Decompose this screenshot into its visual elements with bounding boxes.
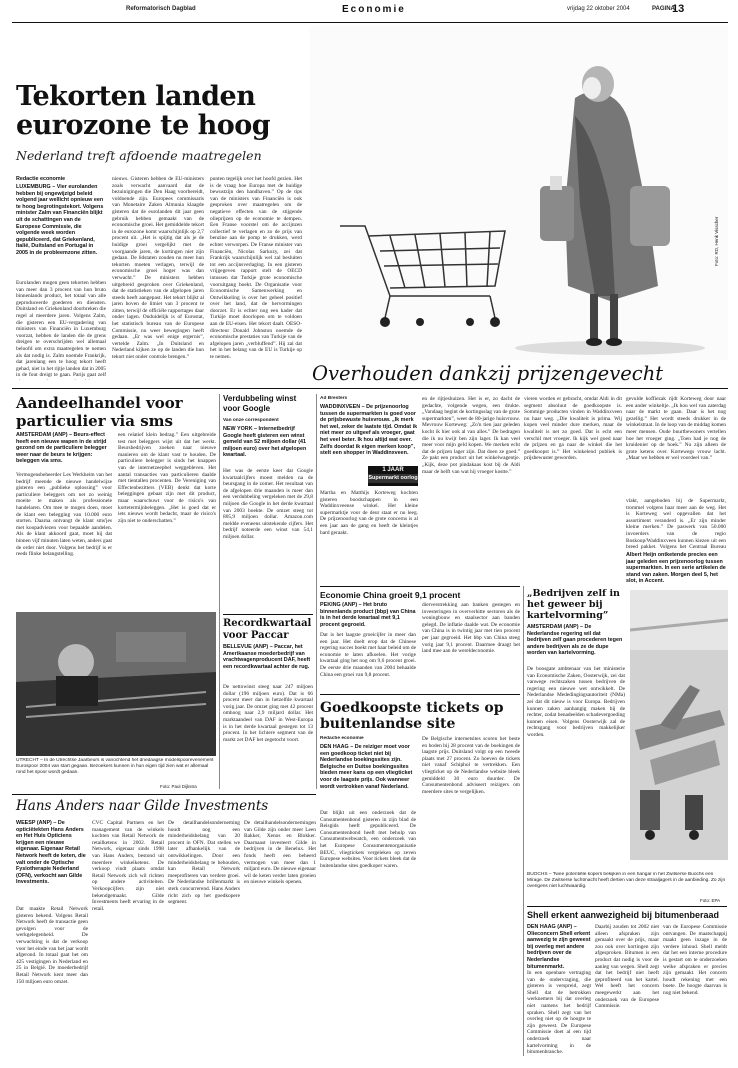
google-body: Het was de eerste keer dat Google kwartaalcijfers moest melden na de beursgang in de zomer. Het resultaat van de afgelopen drie maanden is meer dan een verdubbeling vergeleken met de 29,8 miljoen die Google in het derde kwartaal van 2003 boekte. De omzet steeg tot 805,9 miljoen dollar. Amazon.com meldde eveneens uitstekende cijfers. Het bedrijf noteerde een winst van 54,1 miljoen dollar. (223, 468, 313, 540)
issue-date: vrijdag 22 oktober 2004 (567, 6, 630, 12)
china-intro: PEKING (ANP) – Het bruto binnenlands product (bbp) van China is in het derde kwartaal met 9,1 procent gegroeid. (320, 602, 416, 628)
shopper-photo-credit: Foto: RD, Henk Visscher (714, 216, 719, 266)
badge-bottom: Supermarkt oorlog (368, 475, 418, 481)
feature-col1: Martha en Matthijs Korteweg kochten gisteren boodschappen in een Waddinxveense winkel. Het kleine supermarktje voor de deur staat er nu leeg. De prijzenoorlog van de grote concerns is al een jaar aan de gang en heeft de kleintjes hard geraakt. (320, 490, 418, 536)
shopper-photo (310, 26, 728, 360)
tickets-col2: De Belgische internetsites scoren het beste en boden bij 28 procent van de boekingen de laagste prijs. Duitsland volgt op een tweede plaats met 27 procent. Zo hoeven de tickets niet vanaf Schiphol te vertrekken. Een vliegticket op de Nederlandse website bleek gemiddeld 30 euro duurder. De Consumentenbond adviseert reizigers om meerdere sites te vergelijken. (422, 736, 520, 795)
paccar-rule (223, 614, 313, 615)
tickets-title: Goedkoopste tickets op buitenlandse site (320, 700, 504, 732)
mirage-illustration (630, 590, 728, 860)
shell-col1: In een openbare vertraging van de ondervraging, die gisteren is verspreid, zegt Shell dat de betrokken werknemers bij dat overleg niet namens het bedrijf spraken. Shell zegt van het overleg niet op de hoogte te zijn geweest. De Europese Commissie doet al een tijd onderzoek naar kartelvorming in de bitumenbranche. (527, 970, 591, 1056)
gilde-intro: WEESP (ANP) – De opticiëtekten Hans Anders en Het Huis Opticiens krijgen een nieuwe eigenaar. Eigenaar Retail Network heeft de keten, die valt onder de Optische Fysiotherapie Nederland (OFN), verkocht aan Gilde Investments. (16, 820, 86, 886)
feature-col3: vieren worden er gebracht, omdat Aldi in dit segment absoluut de goedkoopste is. Sommige producten vinden in Waddinxveen nu haar weg. „Die kwaliteit is prima. Wij kopen veel minder dure merken, maar de kwaliteit is net zo goed. Dat is echt een verschil met vroeger. Ik kijk wel goed naar de prijzen en ga naar de winkel die het goedkoopst is.” Het winkelend publiek is prijsbewuster geworden. (524, 396, 622, 462)
paccar-body: De nettowinst steeg naar 247 miljoen dollar (196 miljoen euro). Dat is 66 procent meer dan in hetzelfde kwartaal vorig jaar. De omzet ging met 42 procent omhoog naar 2,9 miljard dollar. Het marktaandeel van DAF in West-Europa is in het derde kwartaal gestegen tot 13 procent. In het lichtere segment van de markt zet DAF het zegetocht voort. (223, 684, 313, 743)
lead-title-line1: Tekorten landen (16, 81, 256, 112)
badge-top: 1 JAAR (382, 467, 404, 473)
gilde-col1: Dat maakte Retail Network gisteren bekend. Volgens Retail Network heeft de transactie geen gevolgen voor de werkgelegenheid. De verwachting is dat de verkoop voor het einde van het jaar wordt afgerond. In totaal gaat het om 425 vestigingen in Nederland en 25 in België. De moederbedrijf Retail Network kent meer dan 150 miljoen euro omzet. (16, 906, 88, 985)
lead-title (16, 82, 306, 140)
gilde-col3: De detailhandelsonderneming houdt nog een minderheidsbelang van 20 procent in OFN. Dat stellen we later afhankelijk van de ontwikkelingen. Door een minderheidsbelang te behouden, kan Retail Network meeprofiteren van verdere groei. De Nederlandse brillenmarkt is sterk concurrerend. Hans Anders richt zich op het goedkopere segment. (168, 820, 240, 906)
mirage-credit: Foto: EPA (700, 898, 721, 903)
google-intro: NEW YORK – Internetbedrijf Google heeft gisteren een winst gemeld van 52 miljoen dollar (41 miljoen euro) over het afgelopen kwartaal. (223, 426, 307, 459)
section-title: Economie (342, 4, 406, 15)
china-col2: dierverstrekking aan banken gestegen en investeringen in oververhitte sectoren als de woningbouw en staalsector aan banden gelegd. De inflatie daalde wat. De economie van China is in twintig jaar met tien procent per jaar gegroeid. Het bbp van China steeg vorig jaar 9,1 procent. Daarmee draagt het land mee aan de wereldeconomie. (422, 602, 520, 655)
shell-col3: van de Europese Commissie ontvangen. De maatschappij maakt geen inzage in de verdere inhoud. Shell meldt dat het een interne procedure is gestart om te onderzoeken welke afspraken er precies zijn gemaakt. Het concern houdt rekening met een boete. De hoogte daarvan is nog niet bekend. (663, 924, 727, 996)
lead-col3: punten tegelijk over het hoofd gezien. Het is de vraag hoe Europa met de huidige bewustzijn den handhaven.” Op de tips van de ministers van Financiën is ook gesproken over maatregelen om de negatieve effecten van de stijgende olieprijzen op de economie te dempen. Een Franse voorstel om de accijnzen collectief te verlagen en zo de prijs van benzine aan de pomp te drukken, werd echter verworpen. De Franse minister van Financiën, Nicolas Sarkozy, zei dat Frankrijk waarschijnlijk wel zal besluiten tot een accijnsverlaging. In een gisteren vrijgegeven rapport stelt de OECD intussen dat Turkije grote economische vooruitgang boekt. De Organisatie voor Economische Samenwerking en Ontwikkeling is over het geheel positief over het land, dat de hervormingen doorzet. Er is echter nog een kader dat Turkije moet doorlopen om te voldoen aan de EU-eisen. Het tekort daalt. OESO-directeur Donald Johnston noemde de economische prestaties van Turkije van de afgelopen jaren „verbluffend”. Hij zal dat het in het belang van de EU is Turkije op te nemen. (210, 176, 302, 361)
aandeelhandel-col2: een relatief klein bedrag.” Een uitgebreide test met beleggers wijst uit dat het werkt. Beursbedrijven zoeken naar nieuwe manieren om de klant vast te houden. De particuliere belegger is sinds het knappen van de internetzeepbel weggebleven. Het aantal transacties van particulieren daalde met tientallen procenten. De Vereniging van Effectenbezitters (VEB) denkt dat korte beleggingen gebaat zijn met dit product, maar waarschuwt voor de risico's van kortetermijnbeleggen. „Het is goed dat er iets nieuws wordt bedacht, maar de risico's zijn niet te onderschatten.” (118, 432, 216, 524)
mirage-photo (630, 590, 728, 860)
eurospoor-credit: Foto: Paul Dijkstra (160, 784, 197, 789)
shell-intro: DEN HAAG (ANP) – Olieconcern Shell erkent aanwezig te zijn geweest bij overleg met andere bedrijven over de Nederlandse bitumenmarkt. (527, 924, 591, 968)
mirage-caption: BUOCHS – Twee potentiële kopers bekijken in een hangar in het Zwitserse Buochs een Mirage. De Zwitserse luchtmacht heeft dertien van deze straaljagers in de aanbieding. Zo zijn overigens niet luchtwaardig. (527, 872, 726, 889)
kartel-body: De boosgate ambtenaar van het ministerie van Economische Zaken, Oosterwijk, zei dat vanwege rechtszaken tussen bedrijven de regering een nieuwe wet ontwikkelt. De Nederlandse Mededingingsautoriteit (NMa) zei dat dit nieuw is voor Europa. Bedrijven kunnen zaken aanhangig maken bij de rechter, zodat benadeelden schadevergoeding kunnen eisen. Volgens Oosterwijk zal de rechtsgang voor bedrijven makkelijker worden. (527, 666, 625, 738)
lead-byline: Redactie economie (16, 176, 66, 182)
aandeelhandel-intro: AMSTERDAM (ANP) – Beurs-effect heeft een nieuwe wapen in de strijd gezond om de particuliere belegger weer naar de beurs te krijgen: beleggen via sms. (16, 432, 107, 465)
aandeelhandel-col1: Vermogensbeheerder Les Werkheim van het bedrijf meende de nieuwe handelwijze gisteren een „publieke oplossing” voor particuliere beleggers om net zo weinig moeite te maken als professionele handelaren. Om mee te mogen doen, moet de klant een belegging van 10.000 euro storten. Daarna ontvangt de klant sms'jes met koopadviezen voor bepaalde aandelen. Als de klant akkoord gaat, moet hij dat binnen vijf minuten laten weten, anders gaat de order niet door. Volgens het bedrijf is er reeds flinke belangstelling. (16, 472, 112, 558)
china-rule (320, 586, 520, 587)
page-number: 13 (672, 3, 685, 15)
lead-intro: LUXEMBURG – Vier eurolanden hebben bij ongewijzigd beleid volgend jaar wellicht opnieuw een te hoog begrotingstekort. Volgens minister Zalm van Financiën blijkt uit de schattingen van de Europese Commissie, die volgende week worden gepubliceerd, dat Griekenland, Italië, Duitsland en Portugal in 2005 in de probleemzone zitten. (16, 184, 104, 256)
lead-col2: nieuws. Gisteren hebben de EU-ministers zoals verwacht aanvaard dat de bezuinigingen die Den Haag voorbereidt, voldoende zijn. Europees commissaris van Monetaire Zaken Almunia klaagde gisteren dat de eurolanden dit jaar geen gebruik hebben gemaakt van de economische groei. Het gemiddelde tekort in de eurozone komt waarschijnlijk op 2,7 procent uit. „Het is spijtig dat als je de huidige groei vergelijkt met de voorgaande jaren, de kortingen niet zijn gedaan. De lidstaten zouden nu meer hun tekorten moeten verlagen, terwijl de economische groei hoger was dan verwacht.” De ministers hebben uitgebreid gesproken over Griekenland, dat de statistieken van de afgelopen jaren steeds heeft aangepast. Het tekort blijkt al jaren boven de limiet van 3 procent te zitten, terwijl de officiële rapportages daar onder lagen. Onduidelijk is of Eurostat, het statistisch bureau van de Europese Commissie, nu weer bewegingen heeft gedaan. „Er was wel enige ergernis”, vertelde Zalm. „In Duitsland en Nederland kijken ze op de landen die hun tekort niet onder controle brengen.” (112, 176, 204, 361)
eurospoor-photo (16, 612, 216, 756)
kartel-title: „Bedrijven zelf in het geweer bij kartelvorming” (527, 588, 620, 621)
shell-col2: Daarbij zouden tot 2002 niet alleen afspraken zijn gemaakt over de prijs, maar zou ook over kortingen zijn afgesproken. Bitumen is een product dat nodig is voor de aanleg van wegen. Shell zegt dat het bedrijf niet heeft geprofiteerd van het kartel. Wel heeft het concern meegewerkt aan het onderzoek van de Europese Commissie. (595, 924, 659, 1010)
tickets-byline: Redactie economie (320, 736, 364, 741)
kartel-intro: AMSTERDAM (ANP) – De Nederlandse regering wil dat bedrijven zelf gaan procederen tegen andere bedrijven als ze de dupe worden van kartelvorming. (527, 624, 623, 657)
paccar-intro: BELLEVUE (ANP) – Paccar, het Amerikaanse moederbedrijf van vrachtwagenproducent DAF, heeft een recordkwartaal achter de rug. (223, 644, 311, 670)
feature-headline: Overhouden dankzij prijzengevecht (312, 362, 664, 385)
lead-subtitle: Nederland treft afdoende maatregelen (16, 148, 262, 163)
lead-col1: Eurolanden mogen geen tekorten hebben van meer dan 3 procent van hun bruto binnenlands product, het totaal van alle geproduceerde goederen en diensten. Duitsland en Griekenland doorbreken die regel al meerdere jaren. Volgens Zalm, die gisteren een EU-vergadering van ministers van Financiën in Luxemburg voorzat, hebben de landen die de grens dreigen te overschrijden wel allemaal beloofd om extra maatregelen te nemen als dat nodig is. Zalm noemde Frankrijk, dat jarenlang een te hoog tekort heeft gehad, niet in het rijtje landen dat in 2005 in de fout dreigt te gaan. Parijs gaat zelf (16, 280, 106, 379)
paccar-title: Recordkwartaal voor Paccar (223, 618, 312, 641)
china-title: Economie China groeit 9,1 procent (320, 590, 461, 600)
china-col1: Dat is het laagste groeicijfer in meer dan een jaar. Het doelt erop dat de Chinese regering succes boekt met haar beleid om de economie te laten afkoelen. Het vorige kwartaal ging het nog om 9,6 procent groei. De eerste drie maanden van 2004 behaalde China een groei van 9,8 procent. (320, 632, 416, 678)
gilde-title: Hans Anders naar Gilde Investments (16, 798, 269, 814)
page-label: PAGINA (652, 6, 675, 12)
feature-intro: WADDINXVEEN – De prijzenoorlog tussen de supermarkten is goed voor de prijsbewuste huisvrouw. „Ik merk het wel, zeker de laatste tijd. Omdat ik niet meer zo uitgeef als vroeger, gaat het veel beter. Ik hou altijd wat over. Zelfs doordat ik eigen merken koop”, stelt een shopper in Waddinxveen. (320, 404, 418, 457)
feature-rule-top (12, 388, 728, 389)
masthead-rule (12, 22, 728, 23)
feature-byline: Ad Bresters (320, 396, 348, 401)
gilde-rule (12, 794, 316, 795)
feature-col2: en de rijtjeshuizen. Het is er, zo dacht de gedachte, volgende wegen, een drukte. „Vandaag begint de kortingsslag van de grote supermarkten”, weet de 80-jarige huisvrouw. Mevrouw Korteweg: „Zo'n tien jaar geleden kocht ik hier ook al van alles.” De bedragen die ik nu kwijt ben zijn lager. Ik kan veel meer voor mijn geld kopen. We merken echt dat de prijzen lager zijn. Dat doen ze goed.” Ze pakt een product uit het winkelwagentje. „Kijk, deze pot pindakaas kost bij de Aldi maar de helft van wat hij vroeger kostte.” (422, 396, 520, 475)
eurospoor-caption: UTRECHT – In de Utrechtse Jaarbeurs is vanochtend het driedaagse modelspoorevenement Eurospoor 2004 van start gegaan. Bezoekers kunnen in hun eigen tijd zien wat er allemaal rond het spoor wordt gedaan. (16, 758, 214, 775)
tickets-rule (320, 694, 520, 695)
masthead (12, 4, 728, 24)
feature-col4: gevulde koffiezak rijdt Korteweg door naar een ander winkeltje. „Ik hou wel van zaterdag naar de markt te gaan. Daar is het nog gezellig.” Het wordt steeds drukker in de winkelstraat. In de loop van de middag komen meer mensen. Oude buurtbewoners vertellen hoe het vroeger ging. „Toen had je nog de kruidenier op de hoek.” Nu zijn alleen de grote ketens over. Kortewegs vrouw lacht. „Maar we hebben er wel voordeel van.” (626, 396, 726, 462)
aandeelhandel-title: Aandeelhandel voor particulier via sms (16, 394, 183, 430)
gilde-col4: De detailhandelsondernemingen van Gilde zijn onder meer Leen Bakker, Xenos en Blokker. Daarnaast investeert Gilde in bedrijven in de Benelux. Het fonds heeft een beheerd vermogen van meer dan 1 miljard euro. De nieuwe eigenaar wil de keten verder laten groeien en nieuwe winkels openen. (244, 820, 316, 886)
tickets-col1: Dat blijkt uit een onderzoek dat de Consumentenbond gisteren in zijn blad de Reisgids heeft gepubliceerd. De Consumentenbond heeft met behulp van Consumentwebwatch, een onderzoek van het Europese Consumentenorganisatie BEUC, vliegtickets vergeleken op zeven Europese websites. Voor tickets bleek dat de buitenlandse sites goedkoper waren. (320, 810, 416, 869)
col-divider-1 (219, 394, 220, 789)
shell-rule (527, 906, 727, 907)
lead-title-line2: eurozone te hoog (16, 110, 271, 141)
feature-series-note: Albert Heijn ontketende precies een jaar geleden een prijzenoorlog tussen supermarkten. In een serie artikelen de stand van zaken. Morgen deel 5, het slot, in Accent. (626, 552, 726, 585)
eurospoor-illustration (16, 612, 216, 756)
feature-col5: vlakt, aangeboden bij de Supermarkt, trommel volgens haar meer aan de weg. Het is Korteweg wel opgevallen dat het assortiment veranderd is. „Er zijn minder kleine merken.” De paswerk van 50.000 invoerders van de regio Boskoop/Waddinxveen kunnen kiezen uit een breed pakket. Volgens het Centraal Bureau (626, 498, 726, 550)
supermarkt-badge (368, 466, 418, 486)
col-divider-2 (316, 394, 317, 789)
google-byline: Van onze correspondent (223, 418, 279, 423)
tickets-intro: DEN HAAG – De reiziger moet voor een goedkoop ticket niet bij Nederlandse boekingssites zijn. Belgische en Duitse boekingssites bieden meer kans op een vliegticket voor de laagste prijs. Ook wanneer wordt vertrokken vanaf Nederland. (320, 744, 413, 790)
paper-name: Reformatorisch Dagblad (126, 6, 196, 12)
google-title: Verdubbeling winst voor Google (223, 394, 297, 413)
shell-title: Shell erkent aanwezigheid bij bitumenberaad (527, 910, 720, 920)
gilde-col2: CVC Capital Partners en het management van de winkels kochten van Retail Network de retailketens in 2002. Retail Network, eigenaar sinds 1998 van Hans Anders, bestond uit meerdere winkelketens. De verkoop vindt plaats omdat Retail Network zich wil richten op andere activiteiten. Verkoopcijfers zijn niet bekendgemaakt. Gilde Investments heeft ervaring in de retail. (92, 820, 164, 912)
shopper-illustration (310, 26, 728, 360)
col-divider-3 (523, 586, 524, 1056)
